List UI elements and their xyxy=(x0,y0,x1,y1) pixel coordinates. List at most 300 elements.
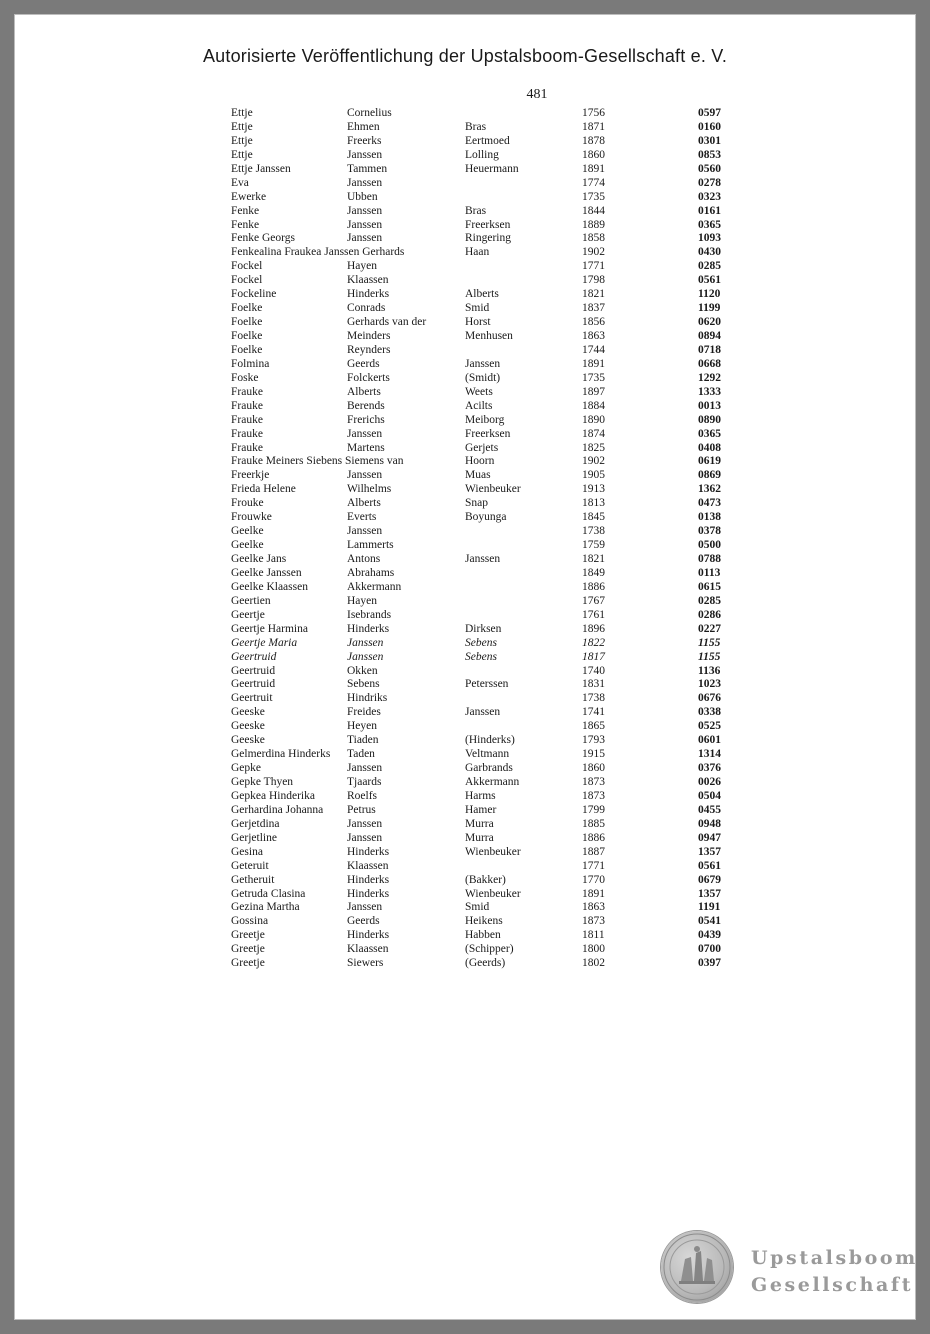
entry-patronymic: Ehmen xyxy=(347,120,380,133)
table-row xyxy=(0,804,930,818)
brand-wordmark xyxy=(751,1245,918,1299)
entry-given-name: Gepke xyxy=(231,762,262,775)
entry-patronymic: Janssen xyxy=(347,218,383,231)
entry-reference-number: 0113 xyxy=(698,566,721,579)
entry-reference-number: 1314 xyxy=(698,748,721,761)
entry-year: 1858 xyxy=(582,232,605,245)
table-row xyxy=(0,497,930,511)
entry-patronymic: Berends xyxy=(347,399,385,412)
entry-given-name: Geteruit xyxy=(231,859,269,872)
entry-given-name: Frauke xyxy=(231,441,263,454)
entry-given-name: Greetje xyxy=(231,943,265,956)
entry-reference-number: 0013 xyxy=(698,399,721,412)
entry-given-name: Fockeline xyxy=(231,288,277,301)
entry-patronymic: Klaassen xyxy=(347,943,389,956)
entry-reference-number: 0323 xyxy=(698,190,721,203)
entry-reference-number: 0620 xyxy=(698,316,721,329)
entry-given-name: Geertien xyxy=(231,594,271,607)
entry-year: 1735 xyxy=(582,371,605,384)
entry-surname: Smid xyxy=(465,901,490,914)
entry-patronymic: Hayen xyxy=(347,594,378,607)
table-row xyxy=(0,957,930,971)
entry-reference-number: 0718 xyxy=(698,343,721,356)
entry-patronymic: Tammen xyxy=(347,162,388,175)
entry-surname: Sebens xyxy=(465,636,497,649)
entry-year: 1886 xyxy=(582,580,605,593)
entry-given-name: Ettje Janssen xyxy=(231,162,291,175)
table-row xyxy=(0,525,930,539)
entry-year: 1891 xyxy=(582,357,605,370)
table-row xyxy=(0,595,930,609)
entry-reference-number: 0894 xyxy=(698,330,721,342)
table-row xyxy=(0,414,930,428)
entry-surname: Hoorn xyxy=(465,455,495,468)
entry-year: 1831 xyxy=(582,678,605,691)
entry-given-name: Geelke Janssen xyxy=(231,566,302,579)
entry-given-name: Gesina xyxy=(231,845,263,858)
entry-reference-number: 0161 xyxy=(698,204,721,217)
entry-year: 1884 xyxy=(582,399,605,412)
entry-reference-number: 0286 xyxy=(698,608,721,621)
entry-year: 1802 xyxy=(582,957,605,970)
entry-given-name: Ettje xyxy=(231,134,253,147)
entry-reference-number: 0615 xyxy=(698,580,721,593)
entry-reference-number: 0365 xyxy=(698,427,721,440)
entry-reference-number: 1357 xyxy=(698,845,721,858)
table-row xyxy=(0,874,930,888)
table-row xyxy=(0,442,930,456)
entry-given-name: Foske xyxy=(231,371,259,384)
entry-year: 1905 xyxy=(582,469,605,482)
entry-given-name: Ettje xyxy=(231,107,253,119)
entry-year: 1844 xyxy=(582,204,605,217)
entry-reference-number: 0301 xyxy=(698,134,721,147)
entry-given-name: Ettje xyxy=(231,148,253,161)
table-row xyxy=(0,929,930,943)
entry-patronymic: Janssen xyxy=(347,204,383,217)
page-title: Autorisierte Veröffentlichung der Upstalsboom-Gesellschaft e. V. xyxy=(202,46,728,66)
entry-surname: Horst xyxy=(465,316,491,329)
entry-reference-number: 0948 xyxy=(698,817,721,830)
entry-surname: Lolling xyxy=(465,148,499,161)
entry-year: 1821 xyxy=(582,553,605,565)
entry-surname: (Schipper) xyxy=(465,943,514,956)
entry-surname: (Smidt) xyxy=(465,371,501,384)
entry-patronymic: Lammerts xyxy=(347,539,394,552)
table-row xyxy=(0,191,930,205)
entry-given-name: Fockel xyxy=(231,274,263,287)
entry-year: 1770 xyxy=(582,873,605,886)
entry-surname: Sebens xyxy=(465,650,497,663)
entry-reference-number: 0430 xyxy=(698,246,721,259)
entry-patronymic: Geerds xyxy=(347,357,380,370)
entry-given-name: Geertruid xyxy=(231,650,277,663)
table-row xyxy=(0,121,930,135)
entry-year: 1759 xyxy=(582,539,605,552)
entry-year: 1865 xyxy=(582,720,605,733)
table-row xyxy=(0,274,930,288)
entry-given-name: Geelke Klaassen xyxy=(231,580,308,593)
entry-reference-number: 0788 xyxy=(698,553,721,565)
entry-year: 1891 xyxy=(582,162,605,175)
entry-patronymic: Janssen xyxy=(347,148,383,161)
entry-surname: Acilts xyxy=(465,399,493,412)
table-row xyxy=(0,483,930,497)
entry-given-name: Gerhardina Johanna xyxy=(231,803,324,816)
seal-icon xyxy=(661,1231,733,1303)
table-row xyxy=(0,706,930,720)
entry-surname: Bras xyxy=(465,204,487,217)
entry-year: 1761 xyxy=(582,608,605,621)
entry-reference-number: 0278 xyxy=(698,176,721,189)
entry-given-name: Gerjetdina xyxy=(231,817,280,830)
entry-year: 1873 xyxy=(582,776,605,788)
entry-reference-number: 0890 xyxy=(698,413,721,426)
entry-reference-number: 1155 xyxy=(698,650,721,663)
entry-reference-number: 0541 xyxy=(698,915,721,928)
table-row xyxy=(0,901,930,915)
entry-reference-number: 0408 xyxy=(698,441,721,454)
entry-given-name: Foelke xyxy=(231,343,263,356)
entry-surname: Dirksen xyxy=(465,622,502,635)
entry-surname: Freerksen xyxy=(465,218,511,231)
entry-given-name: Geeske xyxy=(231,706,265,719)
entry-patronymic: Reynders xyxy=(347,343,391,356)
entry-year: 1741 xyxy=(582,706,605,719)
table-row xyxy=(0,888,930,902)
entry-reference-number: 0525 xyxy=(698,720,721,733)
entry-reference-number: 1357 xyxy=(698,887,721,900)
entry-patronymic: Klaassen xyxy=(347,274,389,287)
entry-patronymic: Hinderks xyxy=(347,887,390,900)
entry-patronymic: Abrahams xyxy=(347,566,395,579)
entry-patronymic: Janssen xyxy=(347,525,383,538)
entry-patronymic: Janssen xyxy=(347,427,383,440)
table-row xyxy=(0,386,930,400)
table-row xyxy=(0,678,930,692)
entry-surname: Muas xyxy=(465,469,491,482)
entry-year: 1860 xyxy=(582,762,605,775)
entry-surname: Peterssen xyxy=(465,678,509,691)
table-row xyxy=(0,205,930,219)
table-row xyxy=(0,762,930,776)
entry-year: 1897 xyxy=(582,385,605,398)
entry-reference-number: 0668 xyxy=(698,357,721,370)
entry-surname: Wienbeuker xyxy=(465,887,521,900)
entry-surname: (Bakker) xyxy=(465,873,506,886)
entry-patronymic: Janssen xyxy=(347,831,383,844)
entry-year: 1902 xyxy=(582,246,605,259)
entry-given-name: Fenke Georgs xyxy=(231,232,295,245)
entry-given-name: Geelke xyxy=(231,539,264,552)
entry-given-name: Frauke xyxy=(231,427,263,440)
entry-reference-number: 0160 xyxy=(698,120,721,133)
entry-surname: Harms xyxy=(465,789,496,802)
entry-patronymic: Wilhelms xyxy=(347,483,392,496)
entry-reference-number: 0601 xyxy=(698,734,721,747)
entry-reference-number: 1023 xyxy=(698,678,721,691)
entry-patronymic: Everts xyxy=(347,511,377,524)
entry-given-name: Gelmerdina Hinderks xyxy=(231,748,331,761)
entry-given-name: Greetje xyxy=(231,929,265,942)
entry-year: 1873 xyxy=(582,789,605,802)
entry-surname: Menhusen xyxy=(465,330,513,342)
entry-patronymic: Hinderks xyxy=(347,288,390,301)
entry-patronymic: Janssen xyxy=(347,650,384,663)
entry-given-name: Gezina Martha xyxy=(231,901,300,914)
entry-given-name: Geertje Maria xyxy=(231,636,298,649)
entry-patronymic: Janssen xyxy=(347,232,383,245)
entry-reference-number: 1362 xyxy=(698,483,721,496)
entry-surname: Heikens xyxy=(465,915,503,928)
entry-year: 1799 xyxy=(582,803,605,816)
entry-surname: (Hinderks) xyxy=(465,734,515,747)
entry-reference-number: 0869 xyxy=(698,469,721,482)
entry-patronymic: Okken xyxy=(347,664,378,677)
entry-reference-number: 1333 xyxy=(698,385,721,398)
entry-surname: Bras xyxy=(465,120,487,133)
entry-patronymic: Geerds xyxy=(347,915,380,928)
table-row xyxy=(0,511,930,525)
table-row xyxy=(0,400,930,414)
entry-reference-number: 0138 xyxy=(698,511,721,524)
entry-patronymic: Cornelius xyxy=(347,107,392,119)
entry-reference-number: 0026 xyxy=(698,776,721,788)
entry-patronymic: Heyen xyxy=(347,720,378,733)
entry-year: 1874 xyxy=(582,427,605,440)
entry-surname: Janssen xyxy=(465,706,501,719)
entry-year: 1913 xyxy=(582,483,605,496)
table-row xyxy=(0,581,930,595)
entry-year: 1771 xyxy=(582,859,605,872)
table-row xyxy=(0,219,930,233)
entry-given-name: Geertje xyxy=(231,608,265,621)
table-row xyxy=(0,428,930,442)
table-row xyxy=(0,818,930,832)
entry-year: 1817 xyxy=(582,650,605,663)
entry-given-name: Foelke xyxy=(231,302,263,315)
table-row xyxy=(0,734,930,748)
entry-reference-number: 0560 xyxy=(698,162,721,175)
entry-reference-number: 0619 xyxy=(698,455,721,468)
table-row xyxy=(0,302,930,316)
entry-year: 1856 xyxy=(582,316,605,329)
entry-reference-number: 0397 xyxy=(698,957,721,970)
table-row xyxy=(0,107,930,121)
table-row xyxy=(0,246,930,260)
entry-patronymic: Conrads xyxy=(347,302,386,315)
table-row xyxy=(0,163,930,177)
entry-given-name: Geertruid xyxy=(231,678,276,691)
table-row xyxy=(0,832,930,846)
table-row xyxy=(0,358,930,372)
entry-year: 1813 xyxy=(582,497,605,510)
entry-given-name: Folmina xyxy=(231,357,270,370)
table-row xyxy=(0,260,930,274)
entry-surname: Haan xyxy=(465,246,490,259)
entry-surname: Gerjets xyxy=(465,441,499,454)
entry-patronymic: Janssen xyxy=(347,636,384,649)
entry-patronymic: Roelfs xyxy=(347,789,378,802)
entry-reference-number: 1093 xyxy=(698,232,721,245)
entry-year: 1915 xyxy=(582,748,605,761)
table-row xyxy=(0,860,930,874)
entry-year: 1798 xyxy=(582,274,605,287)
entry-year: 1735 xyxy=(582,190,605,203)
entry-given-name: Gepke Thyen xyxy=(231,776,294,788)
entry-reference-number: 1292 xyxy=(698,371,721,384)
entry-reference-number: 0597 xyxy=(698,107,721,119)
entry-surname: Garbrands xyxy=(465,762,513,775)
entry-year: 1889 xyxy=(582,218,605,231)
entry-given-name: Frauke xyxy=(231,385,263,398)
entry-given-name: Frauke xyxy=(231,399,263,412)
entry-reference-number: 0700 xyxy=(698,943,721,956)
entry-year: 1771 xyxy=(582,260,605,273)
entry-surname: Murra xyxy=(465,831,494,844)
table-row xyxy=(0,651,930,665)
entry-year: 1767 xyxy=(582,594,605,607)
table-row xyxy=(0,748,930,762)
entry-given-name: Fockel xyxy=(231,260,263,273)
entry-surname: Murra xyxy=(465,817,494,830)
entry-patronymic: Antons xyxy=(347,553,381,565)
entry-patronymic: Taden xyxy=(347,748,375,761)
table-row xyxy=(0,344,930,358)
entry-surname: Smid xyxy=(465,302,490,315)
table-row xyxy=(0,846,930,860)
entry-reference-number: 0947 xyxy=(698,831,721,844)
entry-given-name: Geeske xyxy=(231,720,265,733)
entry-given-name: Geeske xyxy=(231,734,265,747)
entry-patronymic: Janssen xyxy=(347,901,383,914)
entry-given-name: Foelke xyxy=(231,316,263,329)
entry-surname: Freerksen xyxy=(465,427,511,440)
table-row xyxy=(0,177,930,191)
entry-surname: Eertmoed xyxy=(465,134,510,147)
entry-year: 1793 xyxy=(582,734,605,747)
entry-surname: Akkermann xyxy=(465,776,520,788)
entry-given-name: Ettje xyxy=(231,120,253,133)
table-row xyxy=(0,330,930,344)
entry-year: 1849 xyxy=(582,566,605,579)
table-row xyxy=(0,790,930,804)
entry-given-name: Getruda Clasina xyxy=(231,887,306,900)
entry-patronymic: Freerks xyxy=(347,134,382,147)
entry-year: 1885 xyxy=(582,817,605,830)
table-row xyxy=(0,692,930,706)
entry-surname: Weets xyxy=(465,385,493,398)
entry-reference-number: 0455 xyxy=(698,803,721,816)
table-row xyxy=(0,372,930,386)
entry-patronymic: Gerhards van der xyxy=(347,316,427,329)
entry-reference-number: 1136 xyxy=(698,664,721,677)
entry-surname: Veltmann xyxy=(465,748,510,761)
entry-year: 1860 xyxy=(582,148,605,161)
entry-given-name: Gepkea Hinderika xyxy=(231,789,315,802)
entry-patronymic: Alberts xyxy=(347,497,381,510)
entry-patronymic: Janssen xyxy=(347,469,383,482)
entry-reference-number: 0285 xyxy=(698,594,721,607)
entry-year: 1744 xyxy=(582,343,605,356)
entry-reference-number: 0378 xyxy=(698,525,721,538)
entry-reference-number: 0473 xyxy=(698,497,721,510)
entry-reference-number: 0376 xyxy=(698,762,721,775)
entry-reference-number: 0561 xyxy=(698,859,721,872)
table-row xyxy=(0,665,930,679)
entry-patronymic: Petrus xyxy=(347,803,376,816)
entry-year: 1738 xyxy=(582,692,605,705)
entry-surname: (Geerds) xyxy=(465,957,506,970)
entry-year: 1800 xyxy=(582,943,605,956)
table-row xyxy=(0,469,930,483)
entry-patronymic: Meinders xyxy=(347,330,391,342)
entry-reference-number: 0365 xyxy=(698,218,721,231)
entry-patronymic: Tjaards xyxy=(347,776,382,788)
entry-surname: Janssen xyxy=(465,553,501,565)
table-row xyxy=(0,567,930,581)
table-row xyxy=(0,455,930,469)
entry-given-name: Geertje Harmina xyxy=(231,622,308,635)
entry-given-name: Frauke Meiners Siebens Siemens van xyxy=(231,455,404,468)
entry-patronymic: Sebens xyxy=(347,678,380,691)
entry-patronymic: Freides xyxy=(347,706,381,719)
entry-year: 1822 xyxy=(582,636,605,649)
entry-year: 1863 xyxy=(582,330,605,342)
entry-given-name: Freerkje xyxy=(231,469,270,482)
entry-patronymic: Tiaden xyxy=(347,734,379,747)
entry-patronymic: Hindriks xyxy=(347,692,388,705)
entry-patronymic: Alberts xyxy=(347,385,381,398)
entry-reference-number: 1191 xyxy=(698,901,721,914)
entry-patronymic: Ubben xyxy=(347,190,378,203)
entry-reference-number: 1199 xyxy=(698,302,721,315)
table-row xyxy=(0,539,930,553)
entry-reference-number: 1120 xyxy=(698,288,721,301)
entry-given-name: Geertruit xyxy=(231,692,273,705)
brand-line-1: Upstalsboom xyxy=(751,1247,918,1269)
entry-patronymic: Janssen xyxy=(347,762,383,775)
entry-reference-number: 0338 xyxy=(698,706,721,719)
entry-reference-number: 0439 xyxy=(698,929,721,942)
entry-reference-number: 0504 xyxy=(698,789,721,802)
page-number: 481 xyxy=(526,87,548,102)
table-row xyxy=(0,776,930,790)
entry-year: 1896 xyxy=(582,622,605,635)
table-row xyxy=(0,135,930,149)
entry-patronymic: Martens xyxy=(347,441,385,454)
entry-patronymic: Hinderks xyxy=(347,845,390,858)
entry-given-name: Gerjetline xyxy=(231,831,277,844)
entry-year: 1878 xyxy=(582,134,605,147)
entry-given-name: Foelke xyxy=(231,330,263,342)
entry-patronymic: Folckerts xyxy=(347,371,390,384)
entry-year: 1891 xyxy=(582,887,605,900)
entry-patronymic: Isebrands xyxy=(347,608,392,621)
entry-surname: Janssen xyxy=(465,357,501,370)
table-row xyxy=(0,720,930,734)
entry-year: 1774 xyxy=(582,176,605,189)
entry-year: 1811 xyxy=(582,929,605,942)
entry-given-name: Ewerke xyxy=(231,190,267,203)
entry-surname: Snap xyxy=(465,497,488,510)
table-row xyxy=(0,553,930,567)
entry-patronymic: Akkermann xyxy=(347,580,402,593)
name-register-list xyxy=(0,107,930,971)
entry-given-name: Frieda Helene xyxy=(231,483,296,496)
entry-surname: Habben xyxy=(465,929,501,942)
entry-patronymic: Janssen xyxy=(347,176,383,189)
